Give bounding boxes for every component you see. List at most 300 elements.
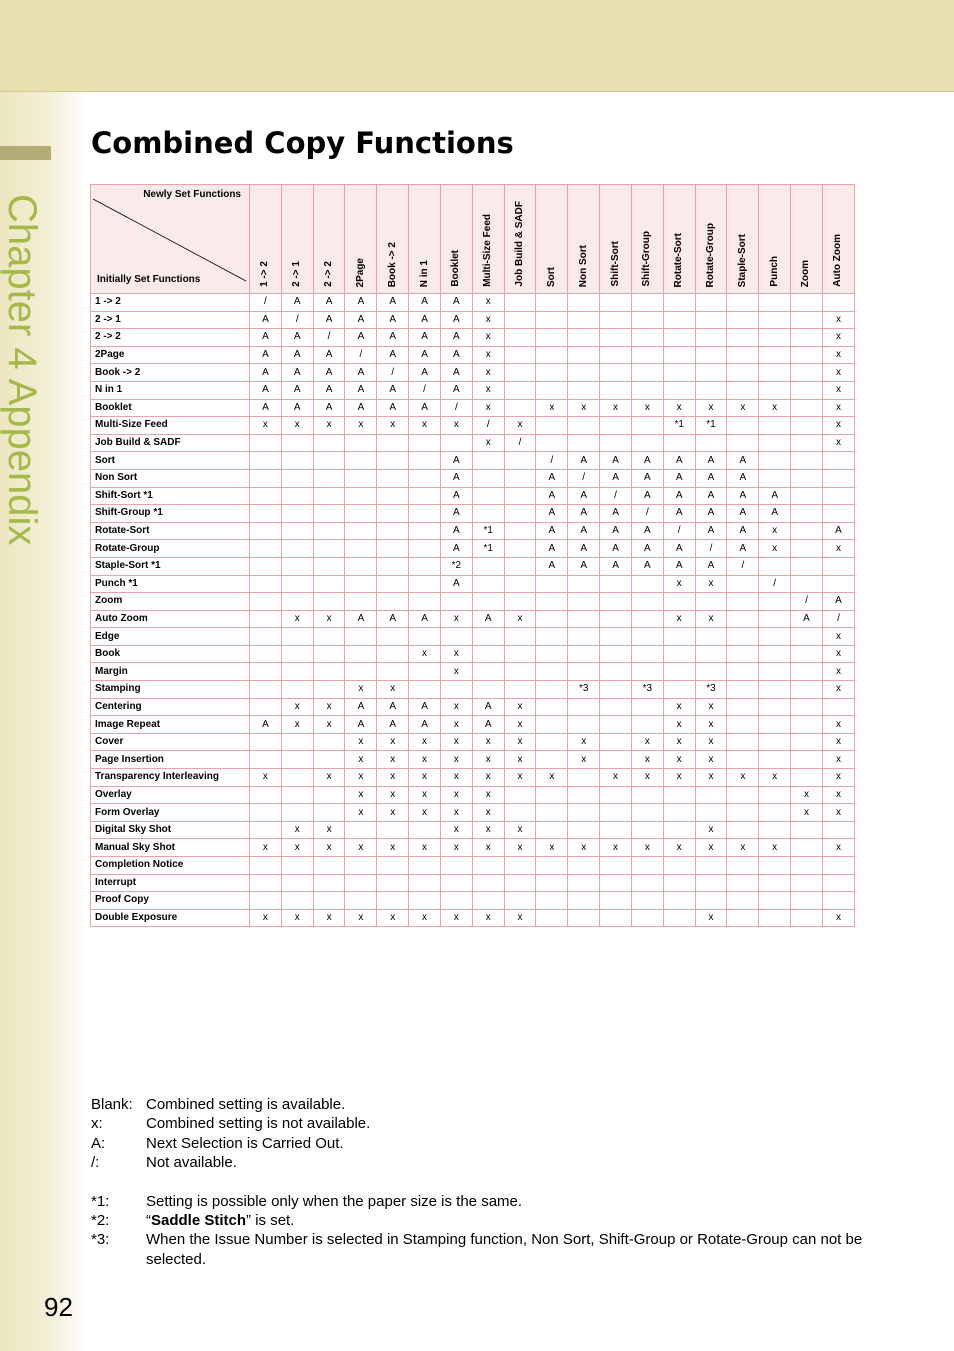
page-number: 92 [44, 1292, 73, 1322]
table-cell [345, 892, 377, 910]
table-cell [345, 452, 377, 470]
table-cell [504, 628, 536, 646]
table-cell: / [377, 364, 409, 382]
table-cell [663, 329, 695, 347]
table-cell [631, 381, 663, 399]
table-cell [663, 804, 695, 822]
table-cell: x [822, 434, 854, 452]
column-header [631, 185, 663, 294]
table-cell [568, 346, 600, 364]
table-cell [568, 716, 600, 734]
table-cell [281, 434, 313, 452]
table-cell [536, 610, 568, 628]
table-cell: A [377, 381, 409, 399]
table-cell: A [536, 540, 568, 558]
table-cell: x [822, 364, 854, 382]
table-cell [440, 593, 472, 611]
table-cell: x [695, 751, 727, 769]
table-cell [377, 821, 409, 839]
table-cell: A [568, 487, 600, 505]
table-cell: A [600, 452, 632, 470]
table-cell [695, 892, 727, 910]
column-header [568, 185, 600, 294]
table-cell [663, 593, 695, 611]
table-cell: A [631, 469, 663, 487]
table-cell [250, 892, 282, 910]
table-cell: x [440, 733, 472, 751]
table-cell: x [568, 751, 600, 769]
table-cell [822, 294, 854, 312]
table-cell [536, 821, 568, 839]
table-cell [377, 540, 409, 558]
table-cell [536, 364, 568, 382]
table-cell: A [281, 346, 313, 364]
table-cell [313, 681, 345, 699]
table-cell [822, 892, 854, 910]
table-cell: x [440, 610, 472, 628]
table-cell [504, 874, 536, 892]
table-cell: A [440, 452, 472, 470]
table-cell [759, 645, 791, 663]
table-cell [536, 751, 568, 769]
table-cell [822, 505, 854, 523]
table-cell [727, 909, 759, 927]
table-cell [759, 751, 791, 769]
table-cell: A [377, 294, 409, 312]
row-header: Overlay [91, 786, 250, 804]
table-cell: A [600, 522, 632, 540]
table-cell [568, 329, 600, 347]
table-cell [600, 751, 632, 769]
table-cell [250, 575, 282, 593]
table-cell: A [440, 311, 472, 329]
table-cell [759, 346, 791, 364]
table-cell [504, 364, 536, 382]
table-cell [695, 346, 727, 364]
table-cell [250, 786, 282, 804]
table-cell [409, 522, 441, 540]
table-cell [727, 681, 759, 699]
table-cell: A [472, 698, 504, 716]
table-cell: A [313, 346, 345, 364]
table-cell: x [663, 733, 695, 751]
table-cell: / [313, 329, 345, 347]
table-row [91, 857, 855, 875]
column-header [663, 185, 695, 294]
table-cell [759, 698, 791, 716]
table-cell: x [504, 610, 536, 628]
table-cell: x [472, 839, 504, 857]
table-cell [440, 628, 472, 646]
legend-text: Combined setting is not available. [146, 1115, 371, 1133]
table-cell: x [313, 769, 345, 787]
table-cell: x [663, 716, 695, 734]
table-cell: A [313, 311, 345, 329]
table-cell [759, 716, 791, 734]
table-cell [377, 892, 409, 910]
table-cell: x [822, 540, 854, 558]
row-header: Stamping [91, 681, 250, 699]
column-header [822, 185, 854, 294]
table-cell: A [536, 522, 568, 540]
table-cell [504, 452, 536, 470]
table-cell [727, 364, 759, 382]
table-cell [409, 628, 441, 646]
table-cell: x [440, 716, 472, 734]
table-cell: x [345, 909, 377, 927]
table-cell: x [822, 751, 854, 769]
table-cell: x [472, 294, 504, 312]
table-cell [250, 663, 282, 681]
table-cell [822, 469, 854, 487]
table-cell [409, 434, 441, 452]
table-cell [536, 645, 568, 663]
table-cell [631, 311, 663, 329]
table-header-row [91, 185, 855, 294]
table-cell: x [377, 681, 409, 699]
table-cell [345, 575, 377, 593]
table-cell [504, 557, 536, 575]
table-cell: x [504, 698, 536, 716]
table-cell: A [822, 593, 854, 611]
table-cell [791, 557, 823, 575]
legend-key: x: [91, 1115, 103, 1133]
table-cell [409, 452, 441, 470]
table-cell: A [345, 294, 377, 312]
table-cell [472, 663, 504, 681]
table-cell: x [504, 769, 536, 787]
page-title: Combined Copy Functions [91, 126, 514, 160]
table-cell [568, 311, 600, 329]
table-cell: / [791, 593, 823, 611]
table-cell [504, 522, 536, 540]
table-cell [377, 628, 409, 646]
table-cell: x [822, 716, 854, 734]
table-row [91, 505, 855, 523]
row-header: Proof Copy [91, 892, 250, 910]
table-cell [536, 575, 568, 593]
table-cell: A [377, 346, 409, 364]
row-header: 2 -> 1 [91, 311, 250, 329]
table-cell [250, 733, 282, 751]
column-header-label: 2 -> 1 [291, 261, 303, 287]
table-row [91, 329, 855, 347]
table-cell [250, 593, 282, 611]
table-cell: / [409, 381, 441, 399]
table-cell [631, 786, 663, 804]
table-cell [759, 733, 791, 751]
table-cell: A [536, 469, 568, 487]
table-cell [377, 857, 409, 875]
table-cell [409, 892, 441, 910]
table-cell: A [345, 381, 377, 399]
table-cell [472, 452, 504, 470]
table-cell [759, 452, 791, 470]
table-cell: A [727, 452, 759, 470]
table-cell [759, 557, 791, 575]
table-cell [791, 857, 823, 875]
table-cell [695, 645, 727, 663]
table-cell [472, 575, 504, 593]
table-cell: A [663, 505, 695, 523]
table-cell [536, 874, 568, 892]
table-cell [822, 452, 854, 470]
table-cell [536, 733, 568, 751]
table-cell [313, 786, 345, 804]
table-cell [568, 417, 600, 435]
row-header: Punch *1 [91, 575, 250, 593]
table-cell: x [409, 733, 441, 751]
table-cell [345, 522, 377, 540]
table-cell: x [568, 839, 600, 857]
table-cell: x [409, 804, 441, 822]
table-cell: x [440, 698, 472, 716]
table-cell [345, 857, 377, 875]
table-cell: A [345, 610, 377, 628]
table-cell [345, 874, 377, 892]
table-cell: x [822, 909, 854, 927]
table-cell [568, 909, 600, 927]
table-cell [250, 540, 282, 558]
table-cell: A [631, 487, 663, 505]
table-cell: x [504, 821, 536, 839]
column-header [409, 185, 441, 294]
column-header [377, 185, 409, 294]
table-cell [472, 628, 504, 646]
column-header-label: Shift-Group [641, 231, 653, 287]
table-cell: A [409, 329, 441, 347]
table-cell: A [345, 364, 377, 382]
table-cell [250, 522, 282, 540]
table-row [91, 399, 855, 417]
table-cell: x [377, 839, 409, 857]
table-cell [377, 505, 409, 523]
table-cell: A [440, 522, 472, 540]
table-cell: x [440, 663, 472, 681]
table-cell [250, 645, 282, 663]
table-cell: x [409, 839, 441, 857]
table-cell: A [440, 487, 472, 505]
table-cell [504, 505, 536, 523]
table-cell [281, 804, 313, 822]
table-cell: x [440, 839, 472, 857]
row-header: Rotate-Sort [91, 522, 250, 540]
table-cell [345, 469, 377, 487]
table-cell [568, 434, 600, 452]
table-cell: A [345, 311, 377, 329]
table-cell: *1 [472, 522, 504, 540]
table-cell: x [440, 909, 472, 927]
table-cell: A [759, 487, 791, 505]
row-header: 2 -> 2 [91, 329, 250, 347]
table-cell [631, 628, 663, 646]
table-cell [695, 434, 727, 452]
row-header: Form Overlay [91, 804, 250, 822]
row-header: Sort [91, 452, 250, 470]
table-cell [536, 628, 568, 646]
table-cell [759, 628, 791, 646]
table-cell: x [345, 804, 377, 822]
column-header [440, 185, 472, 294]
table-cell [791, 628, 823, 646]
table-row [91, 821, 855, 839]
table-cell [600, 575, 632, 593]
table-cell [663, 364, 695, 382]
table-cell [536, 381, 568, 399]
table-body [91, 294, 855, 927]
table-cell [663, 681, 695, 699]
table-cell: x [727, 399, 759, 417]
table-cell: A [377, 610, 409, 628]
table-row [91, 716, 855, 734]
table-cell: x [600, 839, 632, 857]
table-cell: A [250, 399, 282, 417]
table-cell [504, 681, 536, 699]
table-cell [791, 469, 823, 487]
table-cell [281, 487, 313, 505]
table-cell [281, 874, 313, 892]
table-row [91, 610, 855, 628]
table-cell [568, 892, 600, 910]
row-header: 2Page [91, 346, 250, 364]
table-cell [663, 663, 695, 681]
table-cell: A [281, 381, 313, 399]
table-cell [504, 786, 536, 804]
table-cell: A [727, 487, 759, 505]
column-header-label: Auto Zoom [832, 234, 844, 287]
table-cell: / [663, 522, 695, 540]
row-header: Manual Sky Shot [91, 839, 250, 857]
table-cell: A [663, 487, 695, 505]
table-cell [568, 575, 600, 593]
column-header [504, 185, 536, 294]
table-cell [727, 311, 759, 329]
table-cell [313, 751, 345, 769]
table-cell [791, 540, 823, 558]
table-cell [281, 892, 313, 910]
table-cell [631, 892, 663, 910]
table-cell: A [472, 610, 504, 628]
table-row [91, 540, 855, 558]
table-row [91, 909, 855, 927]
table-cell: x [472, 434, 504, 452]
table-cell: x [822, 399, 854, 417]
table-cell [472, 892, 504, 910]
table-cell [568, 769, 600, 787]
note-2-open-quote: “ [146, 1211, 151, 1229]
row-header: Staple-Sort *1 [91, 557, 250, 575]
table-cell [568, 628, 600, 646]
table-cell: A [377, 311, 409, 329]
table-cell [727, 874, 759, 892]
table-cell [631, 593, 663, 611]
table-cell [250, 487, 282, 505]
row-header: Book [91, 645, 250, 663]
table-row [91, 681, 855, 699]
column-header [791, 185, 823, 294]
table-cell [536, 311, 568, 329]
table-cell [727, 857, 759, 875]
top-band [0, 0, 954, 92]
table-cell: x [440, 751, 472, 769]
table-cell [536, 593, 568, 611]
table-cell [250, 857, 282, 875]
table-cell [536, 804, 568, 822]
table-cell [791, 892, 823, 910]
table-cell [345, 645, 377, 663]
table-cell: x [695, 733, 727, 751]
table-cell [409, 505, 441, 523]
table-cell: x [472, 804, 504, 822]
table-cell [759, 311, 791, 329]
row-header: Multi-Size Feed [91, 417, 250, 435]
table-cell [600, 610, 632, 628]
table-cell: A [568, 505, 600, 523]
table-cell [536, 681, 568, 699]
legend-text: Not available. [146, 1154, 237, 1172]
table-cell [727, 821, 759, 839]
table-cell [281, 469, 313, 487]
table-cell [822, 857, 854, 875]
table-cell: x [695, 610, 727, 628]
table-row [91, 593, 855, 611]
table-cell [759, 364, 791, 382]
table-cell [568, 698, 600, 716]
table-cell [791, 751, 823, 769]
column-header [759, 185, 791, 294]
table-cell [727, 593, 759, 611]
table-cell: x [409, 786, 441, 804]
table-cell [791, 909, 823, 927]
table-cell [822, 874, 854, 892]
table-cell [695, 786, 727, 804]
table-cell: x [472, 364, 504, 382]
table-cell [663, 294, 695, 312]
table-cell: x [377, 909, 409, 927]
table-cell [600, 698, 632, 716]
table-cell [250, 452, 282, 470]
table-cell [759, 786, 791, 804]
table-cell [791, 522, 823, 540]
table-cell: A [250, 716, 282, 734]
column-header [536, 185, 568, 294]
table-cell: A [695, 469, 727, 487]
table-cell [600, 417, 632, 435]
table-cell [600, 874, 632, 892]
table-cell: A [536, 487, 568, 505]
table-cell [791, 663, 823, 681]
table-cell: x [313, 698, 345, 716]
table-cell [536, 417, 568, 435]
table-cell: x [695, 575, 727, 593]
table-cell [472, 857, 504, 875]
table-cell: x [727, 839, 759, 857]
table-cell [631, 417, 663, 435]
table-cell: / [440, 399, 472, 417]
table-cell [631, 294, 663, 312]
table-cell: A [600, 469, 632, 487]
table-cell: x [631, 733, 663, 751]
table-cell [504, 804, 536, 822]
table-cell: A [313, 381, 345, 399]
table-cell: *3 [631, 681, 663, 699]
table-cell [568, 804, 600, 822]
table-cell: x [281, 417, 313, 435]
table-row [91, 575, 855, 593]
table-cell [663, 786, 695, 804]
table-cell [600, 892, 632, 910]
row-header: 1 -> 2 [91, 294, 250, 312]
